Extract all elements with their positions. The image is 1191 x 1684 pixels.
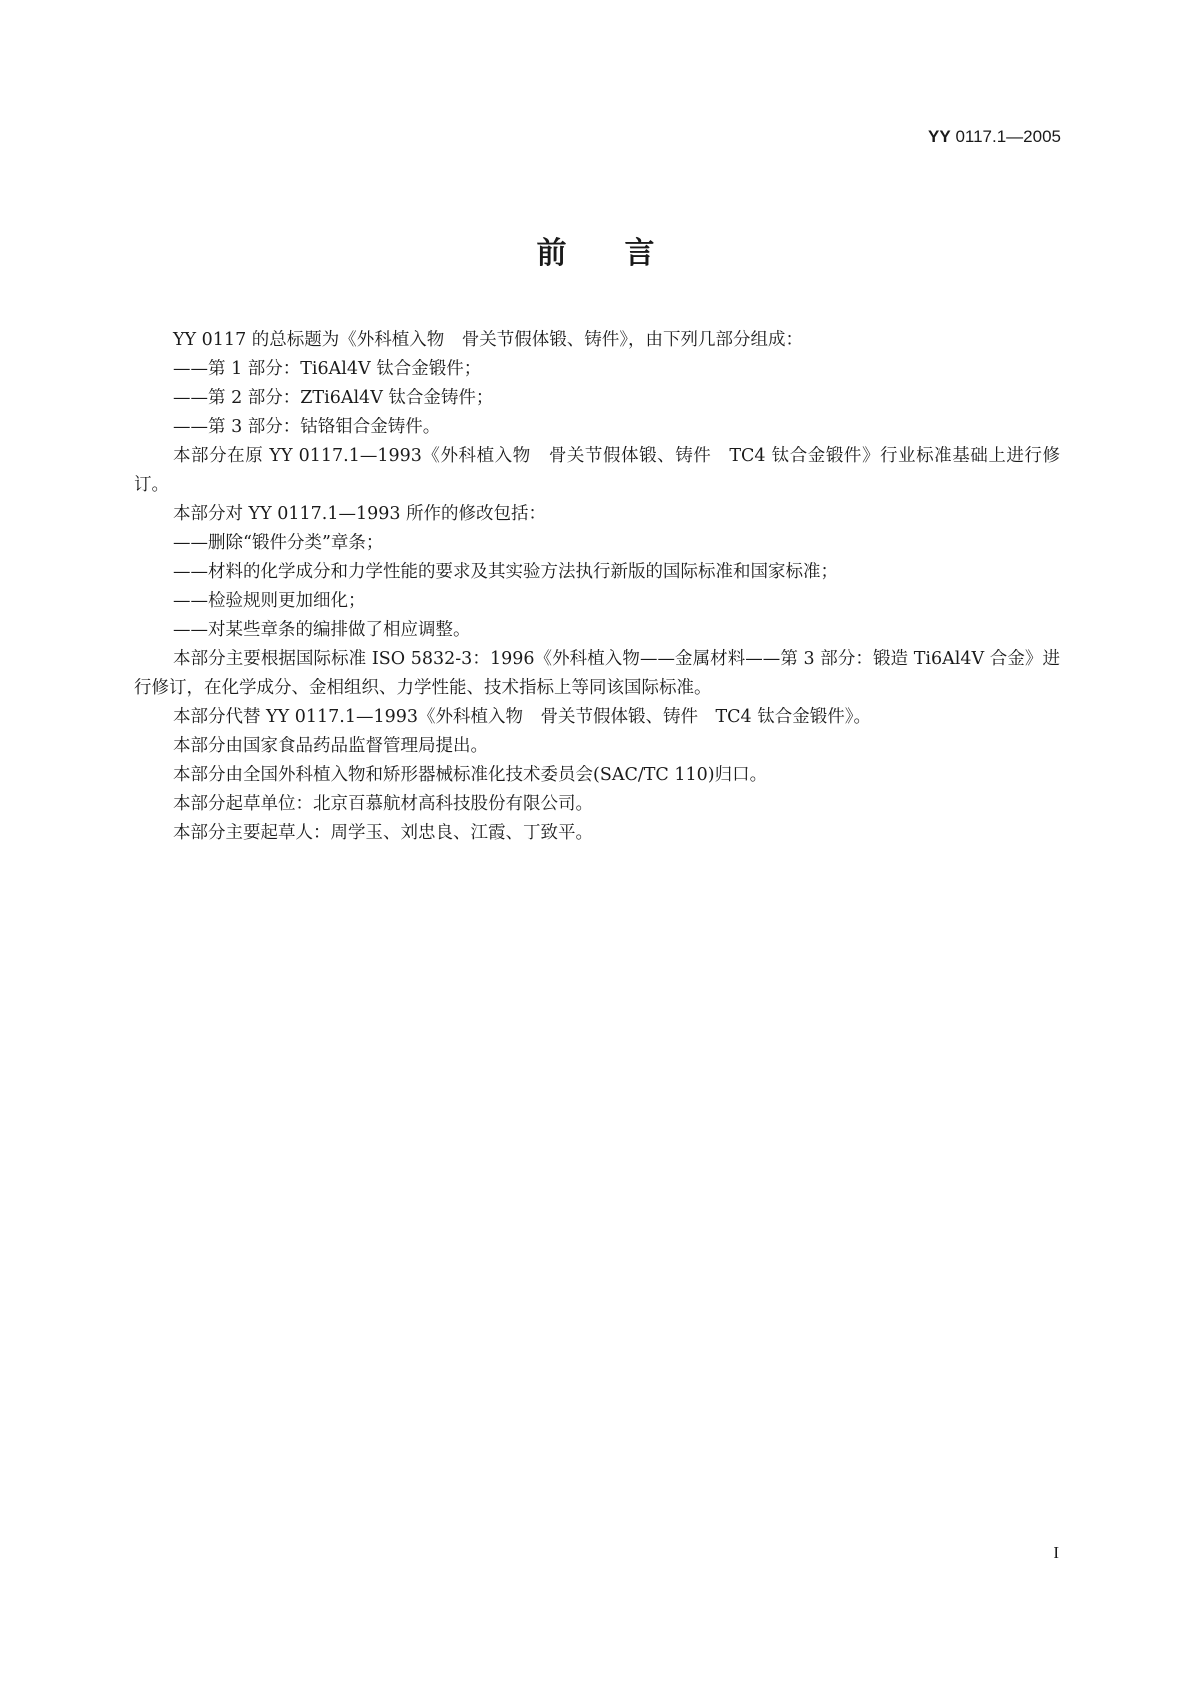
paragraph-centralized-by: 本部分由全国外科植入物和矫形器械标准化技术委员会(SAC/TC 110)归口。	[173, 765, 768, 785]
paragraph-drafters: 本部分主要起草人：周学玉、刘忠良、江霞、丁致平。	[173, 823, 593, 843]
standard-code-prefix: YY	[928, 127, 951, 146]
standard-code	[928, 127, 1061, 147]
list-item-part-3: ——第 3 部分：钴铬钼合金铸件。	[173, 417, 441, 437]
list-item-part-2: ——第 2 部分：ZTi6Al4V 钛合金铸件；	[173, 388, 494, 408]
paragraph-replaces: 本部分代替 YY 0117.1—1993《外科植入物 骨关节假体锻、铸件 TC4 钛合金锻件》。	[173, 707, 872, 727]
paragraph-changes-intro: 本部分对 YY 0117.1—1993 所作的修改包括：	[173, 504, 547, 524]
page-number: I	[1053, 1543, 1059, 1562]
list-item-change-1: ——删除“锻件分类”章条；	[173, 533, 384, 553]
paragraph-proposed-by: 本部分由国家食品药品监督管理局提出。	[173, 736, 488, 756]
paragraph-drafting-unit: 本部分起草单位：北京百慕航材高科技股份有限公司。	[173, 794, 593, 814]
list-item-change-4: ——对某些章条的编排做了相应调整。	[173, 620, 471, 640]
standard-code-number: 0117.1—2005	[950, 127, 1061, 146]
page-title: 前言	[536, 236, 713, 271]
list-item-part-1: ——第 1 部分：Ti6Al4V 钛合金锻件；	[173, 359, 482, 379]
paragraph-overview: YY 0117 的总标题为《外科植入物 骨关节假体锻、铸件》，由下列几部分组成：	[173, 330, 804, 350]
list-item-change-2: ——材料的化学成分和力学性能的要求及其实验方法执行新版的国际标准和国家标准；	[173, 562, 838, 582]
paragraph-iso-basis: 本部分主要根据国际标准 ISO 5832-3：1996《外科植入物——金属材料——第 3 部分：锻造 Ti6Al4V 合金》进行修订，在化学成分、金相组织、力学性能、技术指标上等同该国际标准。	[134, 649, 1060, 698]
paragraph-revision-basis: 本部分在原 YY 0117.1—1993《外科植入物 骨关节假体锻、铸件 TC4 钛合金锻件》行业标准基础上进行修订。	[134, 446, 1060, 495]
foreword-body	[134, 326, 1060, 848]
list-item-change-3: ——检验规则更加细化；	[173, 591, 366, 611]
